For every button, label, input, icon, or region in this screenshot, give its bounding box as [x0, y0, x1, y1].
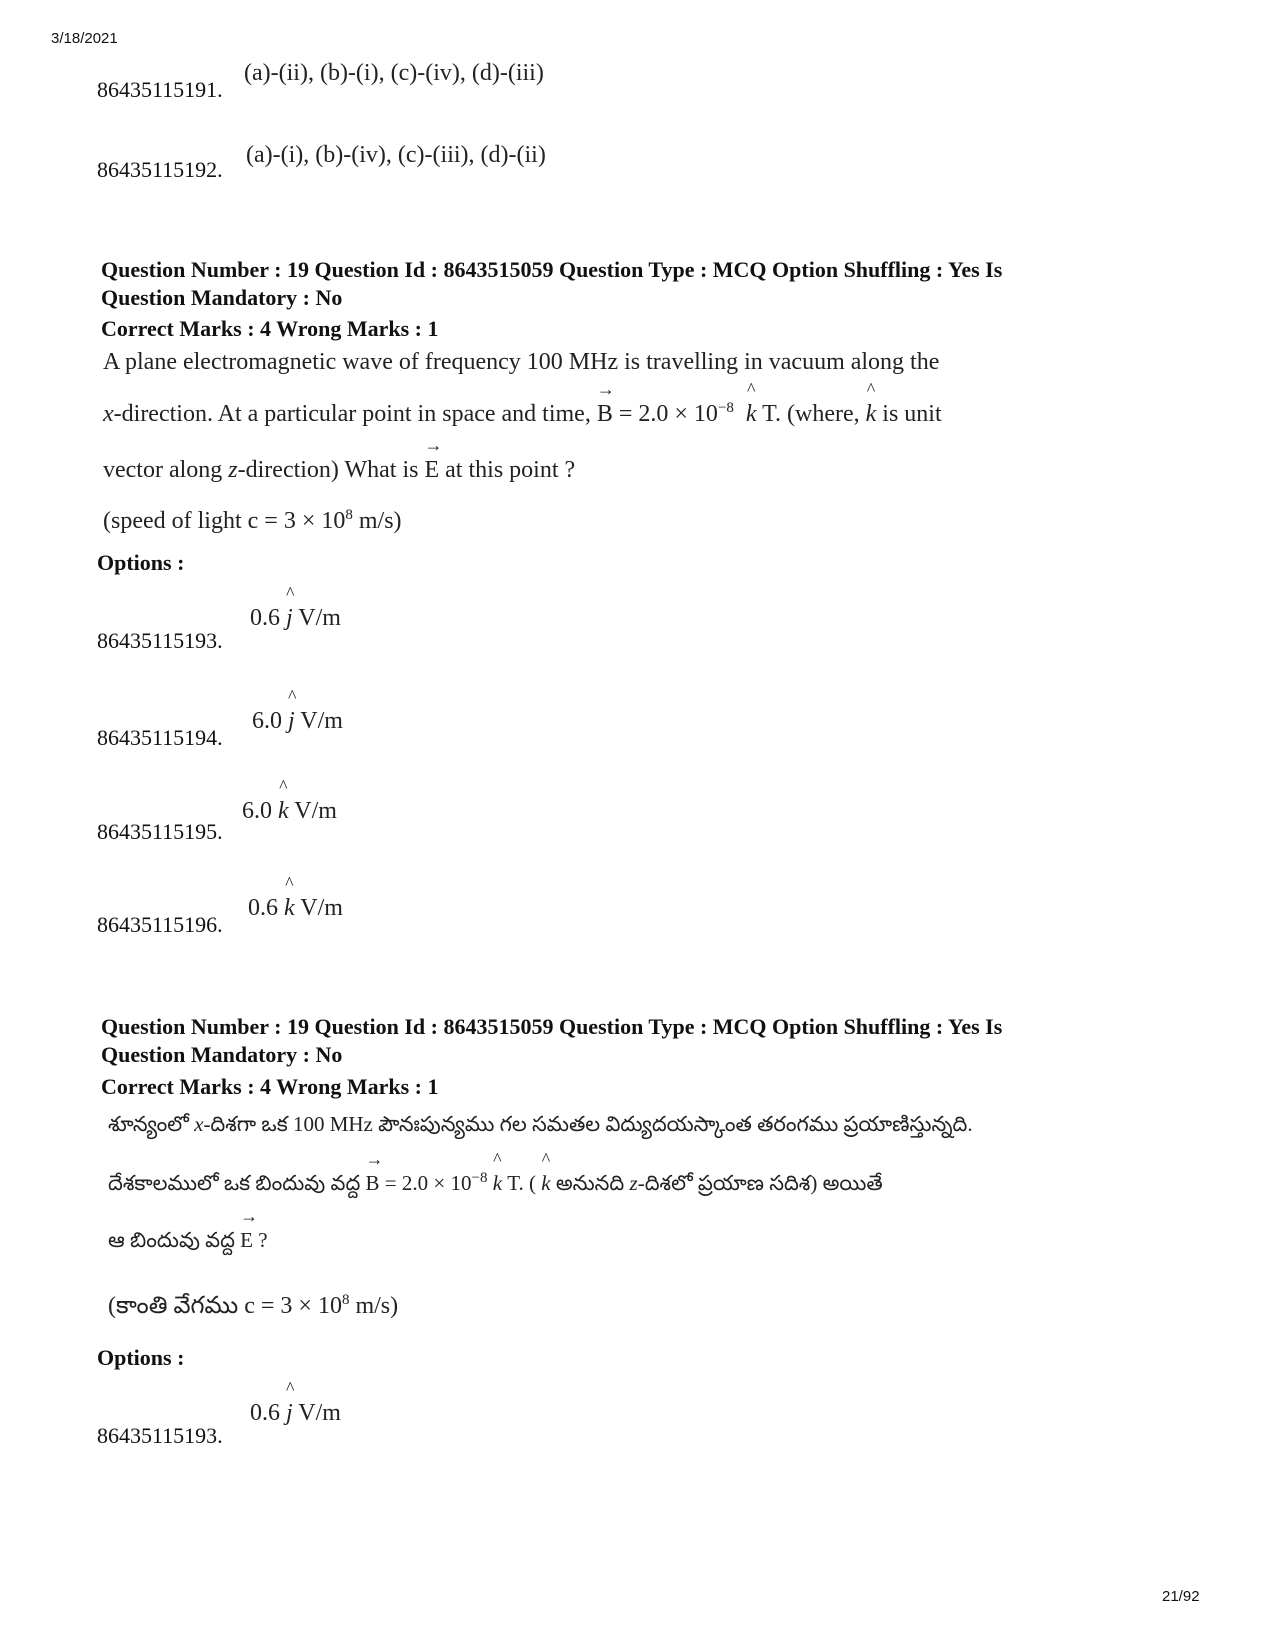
- unit-vector-k: [745, 379, 757, 428]
- text: -దిశలో ప్రయాణ సదిశ) అయితే: [637, 1171, 883, 1195]
- unit: V/m: [300, 708, 343, 734]
- hat-icon: ^: [866, 379, 876, 399]
- text: అనునది: [555, 1171, 625, 1195]
- symbol: k: [284, 895, 295, 921]
- exponent: 8: [341, 1292, 350, 1308]
- arrow-icon: →: [240, 1206, 259, 1226]
- question-text-line1: A plane electromagnetic wave of frequency 100 MHz is travelling in vacuum along the: [103, 349, 940, 375]
- text: -direction) What is: [237, 457, 419, 483]
- unit: V/m: [298, 1400, 341, 1426]
- question-text-line2: [108, 1149, 883, 1201]
- question-meta-line2: Question Mandatory : No: [101, 285, 343, 310]
- coefficient: 0.6: [248, 895, 278, 921]
- unit-vector-k: [284, 873, 295, 922]
- text: = 2.0 × 10: [618, 401, 718, 427]
- symbol: k: [278, 798, 289, 824]
- question-meta-line1: Question Number : 19 Question Id : 8643515059 Question Type : MCQ Option Shuffling : Yes Is: [101, 257, 1003, 282]
- coefficient: 6.0: [242, 798, 272, 824]
- print-date: 3/18/2021: [51, 30, 118, 47]
- exponent: −8: [471, 1170, 488, 1186]
- question-meta: [101, 256, 1181, 312]
- option-id: 86435115193.: [97, 1423, 223, 1448]
- question-text-line1: [108, 1112, 973, 1142]
- hat-icon: ^: [285, 873, 294, 893]
- text: దేశకాలములో ఒక బిందువు వద్ద: [108, 1171, 361, 1195]
- unit: V/m: [294, 798, 337, 824]
- text: (speed of light c = 3 × 10: [103, 508, 346, 534]
- option-value: [250, 583, 341, 632]
- option-id: 86435115195.: [97, 819, 223, 844]
- symbol: k: [865, 401, 877, 427]
- text: at this point ?: [445, 457, 576, 483]
- hat-icon: ^: [288, 686, 297, 706]
- exponent: 8: [345, 507, 353, 523]
- vector-B: [596, 379, 615, 428]
- option-text: (a)-(ii), (b)-(i), (c)-(iv), (d)-(iii): [244, 60, 544, 86]
- vector-E: [424, 435, 443, 484]
- text: T. (where,: [762, 401, 860, 427]
- hat-icon: ^: [279, 776, 288, 796]
- symbol: B: [596, 401, 613, 427]
- text: (కాంతి వేగము c = 3 × 10: [108, 1293, 342, 1319]
- coefficient: 6.0: [252, 708, 282, 734]
- symbol: j: [286, 1400, 293, 1426]
- text: vector along: [103, 457, 223, 483]
- unit-vector-j: [286, 1378, 295, 1427]
- unit-vector-j: [288, 686, 297, 735]
- hat-icon: ^: [541, 1149, 551, 1169]
- vector-B: [365, 1149, 384, 1196]
- text: -direction. At a particular point in space and time,: [113, 401, 591, 427]
- page-number: 21/92: [1162, 1588, 1200, 1605]
- option-id: 86435115193.: [97, 628, 223, 653]
- options-label: Options :: [97, 1345, 185, 1370]
- option-id: 86435115194.: [97, 725, 223, 750]
- option-id: 86435115192.: [97, 157, 223, 182]
- exponent: −8: [717, 400, 734, 416]
- symbol: k: [541, 1171, 551, 1195]
- text: = 2.0 × 10: [384, 1171, 472, 1195]
- question-meta: [101, 1013, 1181, 1069]
- symbol: k: [492, 1171, 503, 1195]
- question-text-line4: [108, 1292, 398, 1325]
- text: m/s): [355, 1293, 399, 1319]
- question-meta-line1: Question Number : 19 Question Id : 8643515059 Question Type : MCQ Option Shuffling : Yes Is: [101, 1014, 1003, 1039]
- symbol: B: [365, 1171, 380, 1195]
- question-text-line2: [103, 379, 942, 428]
- hat-icon: ^: [286, 583, 295, 603]
- option-value: [242, 776, 337, 825]
- var-x: x: [103, 401, 114, 427]
- question-text-line4: [103, 507, 402, 535]
- text: m/s): [358, 508, 402, 534]
- text: -దిశగా ఒక 100 MHz పౌనఃపున్యము గల సమతల విద్యుదయస్కాంత తరంగము ప్రయాణిస్తున్నది.: [203, 1112, 973, 1136]
- option-value: [252, 686, 343, 735]
- symbol: E: [424, 457, 440, 483]
- text: ?: [258, 1228, 268, 1252]
- symbol: E: [240, 1228, 253, 1252]
- hat-icon: ^: [747, 379, 756, 399]
- option-text: (a)-(i), (b)-(iv), (c)-(iii), (d)-(ii): [246, 142, 546, 168]
- arrow-icon: →: [596, 379, 615, 399]
- unit-vector-k: [541, 1149, 551, 1196]
- coefficient: 0.6: [250, 1400, 280, 1426]
- question-marks: Correct Marks : 4 Wrong Marks : 1: [101, 1074, 439, 1099]
- arrow-icon: →: [424, 435, 443, 455]
- hat-icon: ^: [493, 1149, 502, 1169]
- var-z: z: [228, 457, 238, 483]
- text: ఆ బిందువు వద్ద: [108, 1228, 235, 1252]
- option-id: 86435115191.: [97, 77, 223, 102]
- unit-vector-k: [865, 379, 877, 428]
- option-value: [248, 873, 343, 922]
- coefficient: 0.6: [250, 605, 280, 631]
- var-x: x: [194, 1112, 204, 1136]
- var-z: z: [629, 1171, 638, 1195]
- unit: V/m: [300, 895, 343, 921]
- options-label: Options :: [97, 550, 185, 575]
- symbol: j: [288, 708, 295, 734]
- question-meta-line2: Question Mandatory : No: [101, 1042, 343, 1067]
- question-marks: Correct Marks : 4 Wrong Marks : 1: [101, 316, 439, 341]
- unit-vector-k: [492, 1149, 503, 1196]
- symbol: j: [286, 605, 293, 631]
- hat-icon: ^: [286, 1378, 295, 1398]
- vector-E: [240, 1206, 259, 1253]
- question-text-line3: [103, 435, 576, 484]
- unit: V/m: [298, 605, 341, 631]
- arrow-icon: →: [365, 1149, 384, 1169]
- question-text-line3: [108, 1206, 268, 1258]
- text: శూన్యంలో: [108, 1112, 189, 1136]
- text: T. (: [507, 1171, 537, 1195]
- symbol: k: [745, 401, 757, 427]
- unit-vector-j: [286, 583, 295, 632]
- option-id: 86435115196.: [97, 912, 223, 937]
- option-value: [250, 1378, 341, 1427]
- unit-vector-k: [278, 776, 289, 825]
- text: is unit: [882, 401, 942, 427]
